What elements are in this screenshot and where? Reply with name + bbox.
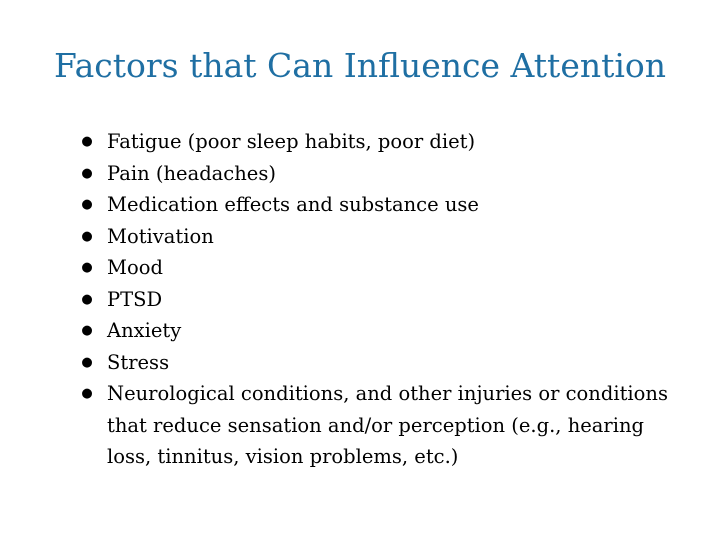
- bullet-list: [80, 126, 680, 473]
- bullet-text: Mood: [107, 256, 163, 279]
- bullet-icon: ●: [81, 197, 93, 212]
- bullet-icon: ●: [81, 354, 93, 370]
- bullet-text: Stress: [107, 350, 170, 374]
- bullet-icon: ●: [81, 323, 93, 338]
- bullet-text: Fatigue (poor sleep habits, poor diet): [107, 130, 476, 153]
- bullet-text: Medication effects and substance use: [107, 193, 479, 216]
- bullet-icon: ●: [81, 165, 93, 181]
- bullet-text: Neurological conditions, and other injuries or conditions that reduce sensation and/or perception (e.g., hearing loss, tinnitus, vision problems, etc.): [107, 382, 668, 468]
- bullet-icon: ●: [81, 386, 93, 401]
- bullet-item-pain: [80, 158, 680, 190]
- bullet-text: Anxiety: [107, 319, 182, 342]
- bullet-item-stress: [80, 347, 680, 379]
- bullet-icon: ●: [81, 134, 93, 149]
- bullet-item-fatigue: [80, 126, 680, 158]
- bullet-icon: ●: [81, 260, 93, 275]
- bullet-text: Pain (headaches): [107, 161, 276, 185]
- bullet-item-motivation: [80, 221, 680, 253]
- bullet-item-mood: [80, 252, 680, 284]
- bullet-icon: ●: [81, 291, 93, 307]
- bullet-text: PTSD: [107, 287, 163, 311]
- bullet-item-neurological: [80, 378, 680, 473]
- bullet-icon: ●: [81, 228, 93, 244]
- bullet-item-medication: [80, 189, 680, 221]
- bullet-text: Motivation: [107, 224, 214, 248]
- bullet-item-anxiety: [80, 315, 680, 347]
- bullet-item-ptsd: [80, 284, 680, 316]
- slide-title: Factors that Can Influence Attention: [53, 46, 667, 85]
